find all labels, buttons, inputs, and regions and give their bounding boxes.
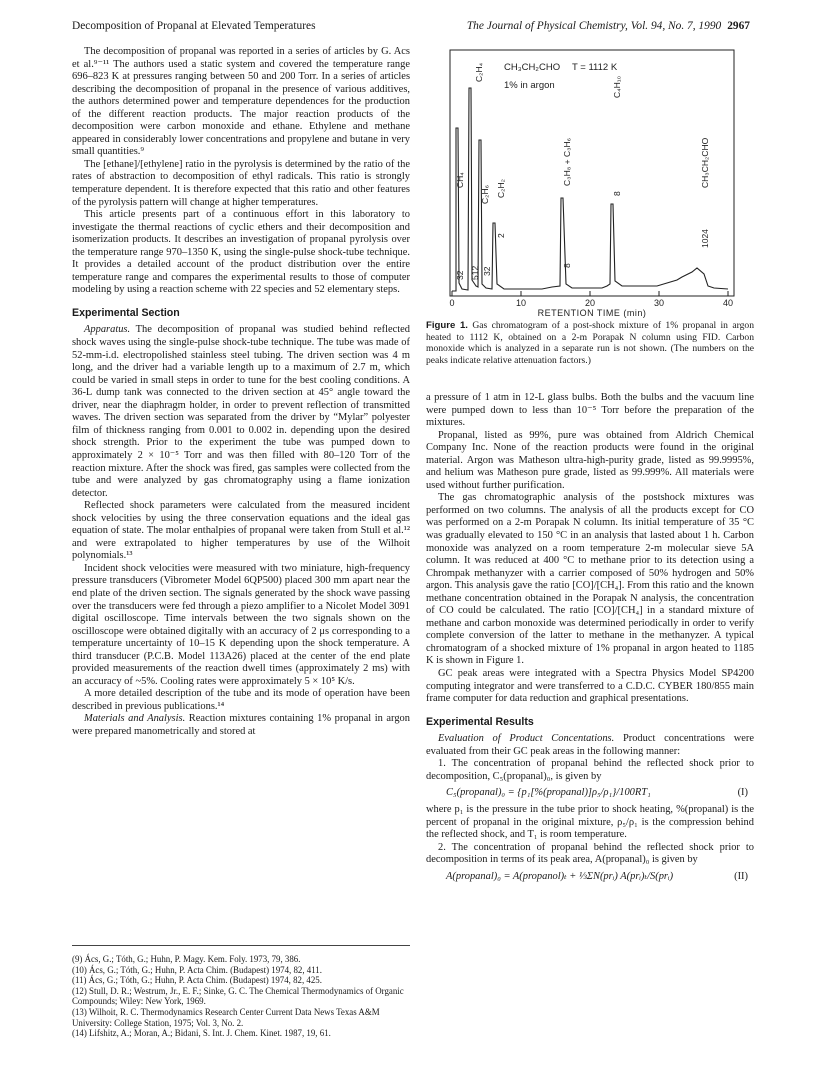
reference-12: (12) Stull, D. R.; Westrum, Jr., E. F.; Sinke, G. C. The Chemical Thermodynamics of Organic Compounds; Wiley: New York, 1969. [72,985,404,1007]
page-number: 2967 [727,20,750,32]
figure-title-temperature: T = 1112 K [572,62,618,73]
x-tick-label: 40 [722,298,734,308]
chromatogram-trace [452,88,728,291]
materials-text: Reaction mixtures containing 1% propanal in argon were prepared manometrically and stored at [72,713,410,737]
reference-9: (9) Ács, G.; Tóth, G.; Huhn, P. Magy. Kem. Foly. 1973, 79, 386. [72,954,301,964]
subheading-materials: Materials and Analysis. [84,713,186,725]
reference-14: (14) Lifshitz, A.; Moran, A.; Bidani, S. Int. J. Chem. Kinet. 1987, 19, 61. [72,1028,331,1039]
transducer-paragraph: Incident shock velocities were measured with two miniature, high-frequency pressure transducers (Vibrometer Model 6QP500) placed 300 mm apart near the end plate of the driven section. The signals generated by the shock wave passing over the transducers were fed through a piezo amplifier to a Nicolet Model 3091 digital oscilloscope. Time intervals between the two signals shown on the oscilloscope were obtained digitally with an accuracy of 2 μs corresponding to a temperature uncertainty of 10–15 K depending upon the shock temperature. A third transducer (P.C.B. Model 113A26) placed at the center of the end plate provided measurements of the reaction dwell times (approximately 2 ms) with an accuracy of ~5%. Cooling rates were approximately 5 × 10⁵ K/s. [72,562,410,687]
peak-atten-ch4: 32 [455,270,465,280]
peak-label-c2h2: C₂H₂ [496,179,506,198]
evaluation-paragraph [426,733,754,758]
x-axis-ticks [452,291,728,296]
peak-atten-c2h6: 32 [482,266,492,276]
step2-paragraph: 2. The concentration of propanal behind the reflected shock prior to decomposition in terms of its peak area, A(propanal)₀ is given by [426,841,754,866]
figure-title-compound: CH₃CH₂CHO [504,62,561,73]
equation-1-expression: C₅(propanal)₀ = {p₁[%(propanal)]ρ₅/ρ₁}/100RT₁ [446,787,651,799]
peak-atten-c4h10: 8 [612,191,622,196]
chromatogram-svg [442,48,742,318]
figure-1-chromatogram [442,48,742,318]
subheading-evaluation: Evaluation of Product Concentations. [438,733,615,745]
right-column [426,392,754,887]
figure-caption [426,320,754,366]
intro-paragraph-1: The decomposition of propanal was reported in a series of articles by G. Acs et al.⁹⁻¹¹ The authors used a static system and covered the temperature range 696–823 K at pressures ranging between 50 and 200 Torr. In a series of articles describing the decomposition of propanal in the presence of various additives, the authors determined power and temperature dependences for the production of the different reaction products. The major reaction products of the decomposition were carbon monoxide and ethane. Ethylene and methane appeared in considerably lower concentrations and propylene and butane in very small quantities.⁹ [72,46,410,158]
references-footnotes [72,945,410,1039]
subheading-apparatus: Apparatus. [84,324,131,336]
intro-paragraph-2: The [ethane]/[ethylene] ratio in the pyrolysis is determined by the ratio of the rates of abstraction to decomposition of ethyl radicals. This ratio is strongly temperature dependent. It is therefore expected that this ratio and other features of the pyrolysis pattern will change at higher temperatures. [72,158,410,208]
x-axis-label: RETENTION TIME (min) [537,308,647,318]
section-heading-results: Experimental Results [426,715,534,728]
apparatus-paragraph [72,324,410,500]
peak-atten-propanal: 1024 [700,229,710,248]
x-tick-label: 20 [584,298,596,308]
shock-parameters-paragraph: Reflected shock parameters were calculated from the measured incident shock velocities by using the three conservation equations and the ideal gas equation of state. The molar enthalpies of propanal were taken from Stull et al.¹² and were extrapolated to higher temperatures by use of the Wilhoit polynomials.¹³ [72,500,410,562]
running-header-title: Decomposition of Propanal at Elevated Temperatures [72,20,316,32]
reference-13: (13) Wilhoit, R. C. Thermodynamics Research Center Current Data News Texas A&M University: College Station, 1975; Vol. 3, No. 2. [72,1006,380,1028]
evaluation-text: Product concentrations were evaluated from their GC peak areas in the following manner: [426,733,754,757]
peak-atten-c2h2: 2 [496,233,506,238]
step1-paragraph: 1. The concentration of propanal behind the reflected shock prior to decomposition, C₅(propanal)₀, is given by [426,758,754,782]
peak-label-c2h4: C₂H₄ [474,62,484,82]
equation-1-number: (I) [737,787,748,799]
description-paragraph: A more detailed description of the tube and its mode of operation have been described in previous publications.¹⁴ [72,688,410,712]
journal-citation: The Journal of Physical Chemistry, Vol. 94, No. 7, 1990 [466,20,722,32]
running-header-journal [467,20,750,32]
equation-2-number: (II) [734,870,748,882]
equation-2 [426,867,754,888]
peak-atten-c3h8-c3h6: 8 [562,263,572,268]
propanal-source-paragraph: Propanal, listed as 99%, pure was obtained from Aldrich Chemical Company Inc. None of the reaction products were found in the original material. Argon was Matheson ultra-high-purity grade, listed as 99.9995%, and helium was Matheson pure grade, listed as 99.999%. All materials were used without further purification. [426,429,754,491]
x-tick-label: 0 [449,298,455,308]
peak-label-ch4: CH₄ [455,172,465,188]
figure-title-argon: 1% in argon [504,80,555,91]
continued-paragraph: a pressure of 1 atm in 12-L glass bulbs. Both the bulbs and the vacuum line were pumped down to less than 10⁻⁵ Torr before the preparation of the mixtures. [426,392,754,429]
equation-2-expression: A(propanal)₀ = A(propanol)ₜ + ⅓ΣN(prᵢ) A(prᵢ)ₜ/S(prᵢ) [446,870,674,882]
gc-integration-paragraph: GC peak areas were integrated with a Spectra Physics Model SP4200 computing integrator and were transferred to a C.D.C. CYBER 180/855 main frame computer for data reduction and graphical presentations. [426,668,754,705]
intro-paragraph-3: This article presents part of a continuous effort in this laboratory to investigate the thermal reactions of cyclic ethers and their decomposition and isomerization products. It describes an investigation of propanal pyrolysis over the temperature range 970–1350 K, using the single-pulse shock-tube technique. It provides a detailed account of the product distribution over the entire temperature range and compares the experimental results to those of computer modeling by using a reaction scheme with 22 species and 52 elementary steps. [72,209,410,296]
left-column [72,46,410,739]
peak-atten-c2h4: 512 [470,265,480,280]
equation-1 [426,783,754,804]
peak-label-c2h6: C₂H₆ [480,184,490,204]
materials-paragraph [72,713,410,738]
reference-10: (10) Ács, G.; Tóth, G.; Huhn, P. Acta Chim. (Budapest) 1974, 82, 411. [72,964,322,975]
apparatus-text: The decomposition of propanal was studied behind reflected shock waves using the single-pulse shock-tube technique. The tube was made of 52-mm-i.d. electropolished stainless steel tubing. The driven section was 4 m long, and the driver had a variable length up to a maximum of 2.7 m, which could be varied in small steps in order to tune for the best cooling conditions. A 36-L dump tank was connected to the driven section at 45° angle toward the driver, near the diaphragm holder, in order to prevent reflection of transmitted waves. The driven section was separated from the driver by “Mylar” polyester film of thickness ranging from 0.001 to 0.002 in. depending upon the desired shock strength. Prior to the experiment the tube was pumped down to approximately 2 × 10⁻⁵ Torr and was then filled with 80–120 Torr of the reaction mixture. After the shock was fired, gas samples were collected from the tube and were analyzed by gas chromatography using a flame ionization detector. [72,324,411,499]
peak-label-c3h8-c3h6: C₃H₈ + C₃H₆ [562,137,572,186]
reference-11: (11) Ács, G.; Tóth, G.; Huhn, P. Acta Chim. (Budapest) 1974, 82, 425. [72,975,322,986]
x-tick-label: 30 [653,298,665,308]
x-tick-label: 10 [515,298,527,308]
caption-text: Gas chromatogram of a post-shock mixture of 1% propanal in argon heated to 1112 K, obtained on a 2-m Porapak N column using FID. Carbon monoxide which is analyzed in a separate run is not shown. (The numbers on the peaks indicate relative attenuation factors.) [426,320,754,366]
peak-label-c4h10: C₄H₁₀ [612,75,622,98]
section-heading-experimental: Experimental Section [72,306,180,319]
step1-definitions-paragraph: where p₁ is the pressure in the tube prior to shock heating, %(propanal) is the percent of propanal in the original mixture, ρ₅/ρ₁ is the compression behind the reflected shock, and T₁ is room temperature. [426,803,754,841]
peak-label-propanal: CH₃CH₂CHO [700,137,710,188]
caption-label: Figure 1. [426,320,468,331]
gc-analysis-paragraph: The gas chromatographic analysis of the postshock mixtures was performed on two columns. The analysis of all the products except for CO was performed on a 2-m Porapak N column. Its initial temperature of 35 °C was gradually elevated to 150 °C in an analysis that lasted about 1 h. Carbon monoxide was analyzed on a room temperature 2-m molecular sieve 5A column. It was reduced at 400 °C to methane prior to its detection using a Chrompak methanyzer with a carrier composed of 50% hydrogen and 50% argon. This analysis gave the ratio [CO]/[CH₄]. From this ratio and the known methane concentration obtained in the Porapak N analysis, the concentration of CO could be calculated. The ratio [CO]/[CH₄] in a standard mixture of methane and carbon monoxide was determined periodically in order to verify complete conversion of the latter to methane in the methanyzer. A typical chromatogram of a shocked mixture of 1% propanal in argon heated to 1185 K is shown in Figure 1. [426,492,754,667]
